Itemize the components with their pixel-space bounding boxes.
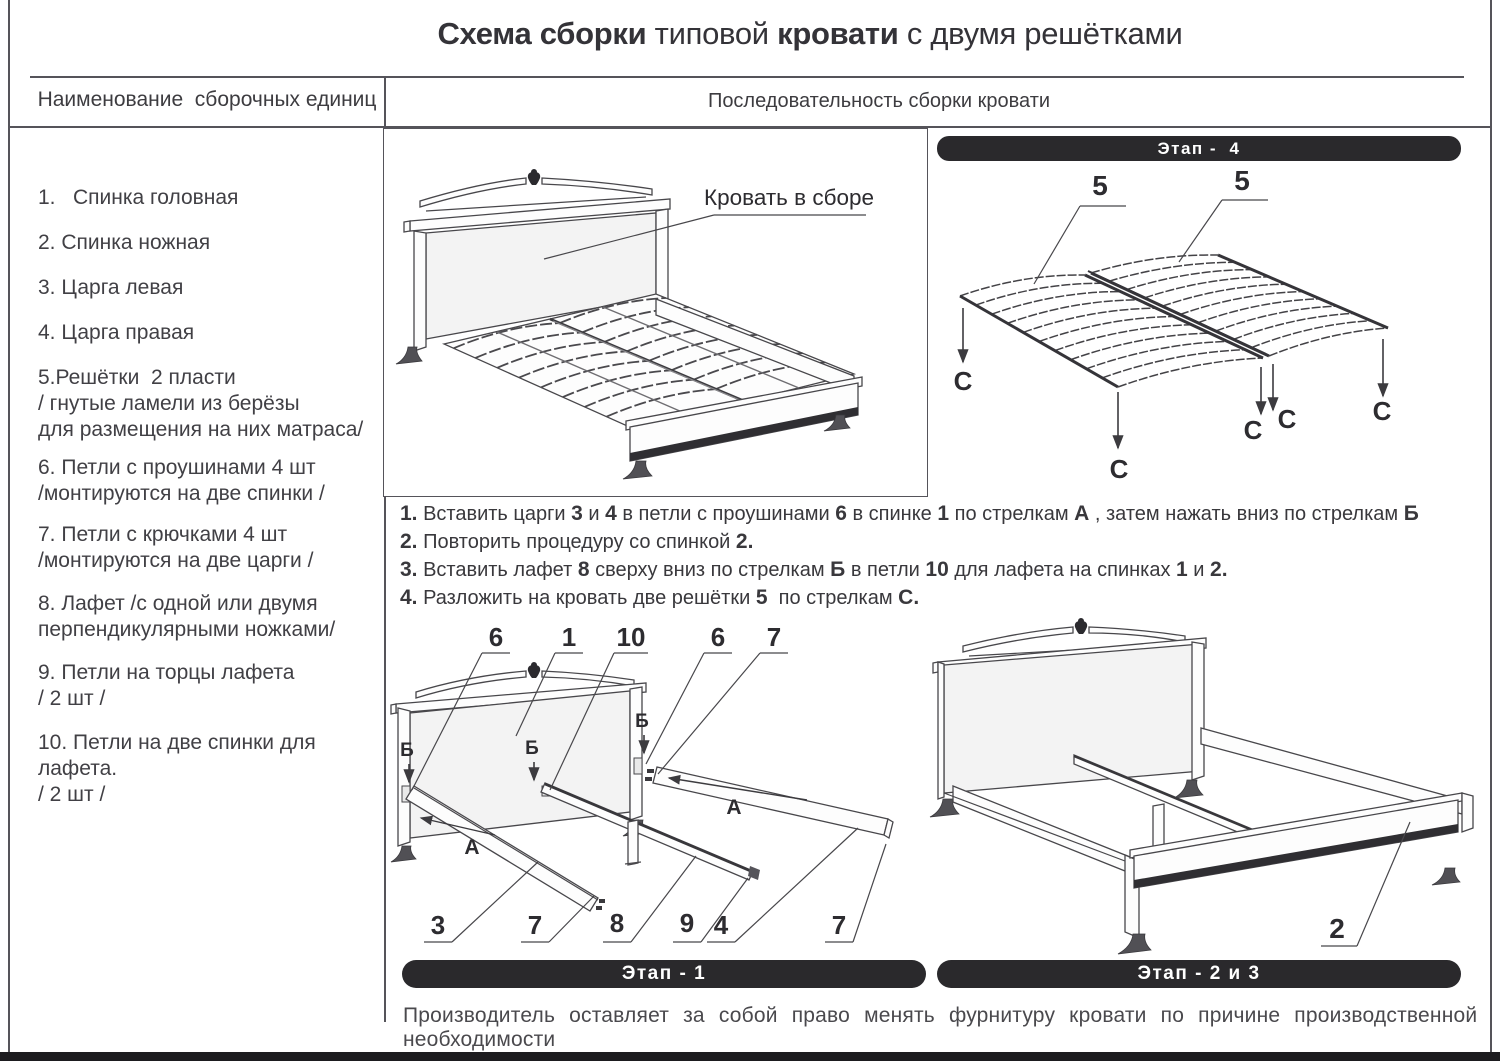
hook xyxy=(647,769,654,773)
tsarga-right xyxy=(645,767,893,838)
bed-foot xyxy=(623,461,652,479)
part-label-7: 7 xyxy=(766,622,782,652)
arrow-letter-b: Б xyxy=(635,711,649,732)
list-item: 9. Петли на торцы лафета / 2 шт / xyxy=(38,661,295,710)
grid-rail xyxy=(1091,273,1269,356)
bottom-bar xyxy=(0,1052,1500,1061)
grid-rail xyxy=(1085,275,1263,358)
list-item: 10. Петли на две спинки для лафета. / 2 шт / xyxy=(38,731,322,806)
arrow-letter-b: Б xyxy=(525,738,539,759)
stage-2-3-diagram xyxy=(933,616,1500,960)
list-item: 4. Царга правая xyxy=(38,321,195,344)
assembly-instructions xyxy=(400,500,1498,612)
left-panel-header: Наименование сборочных единиц xyxy=(37,88,377,111)
arrow-letters-c xyxy=(963,308,1383,448)
part-label-9: 9 xyxy=(679,908,695,938)
part-label-6: 6 xyxy=(710,622,726,652)
right-panel-header: Последовательность сборки кровати xyxy=(707,90,1051,112)
list-item: 2. Спинка ножная xyxy=(38,231,211,254)
assembled-bed-caption: Кровать в сборе xyxy=(703,185,875,210)
headboard-ornament-icon xyxy=(1075,618,1087,634)
list-item: 3. Царга левая xyxy=(38,276,184,299)
headboard-ornament-icon xyxy=(528,662,540,678)
arrow-letter-c: С xyxy=(1277,404,1297,434)
bed-foot xyxy=(1432,868,1460,885)
arrow-letter-b: Б xyxy=(400,740,414,761)
part-label-10: 10 xyxy=(616,622,646,652)
left-border xyxy=(8,0,10,1052)
part-label-6: 6 xyxy=(488,622,504,652)
assembled-bed-panel xyxy=(383,128,928,497)
instruction-line: 3. Вставить лафет 8 сверху вниз по стрелкам Б в петли 10 для лафета на спинках 1 и 2. xyxy=(400,558,1228,581)
hook xyxy=(599,899,605,903)
bed-foot xyxy=(391,846,416,862)
grid-rail xyxy=(960,296,1118,387)
title-underline xyxy=(30,76,1464,78)
hook xyxy=(596,906,602,910)
arrow-letter-c: С xyxy=(953,366,973,396)
stage-4-badge: Этап - 4 xyxy=(937,136,1461,161)
grid-rail xyxy=(1218,255,1388,328)
list-item: 8. Лафет /с одной или двумя перпендикулярными ножками/ xyxy=(38,592,336,641)
part-label-1: 1 xyxy=(561,622,577,652)
stage-1-badge: Этап - 1 xyxy=(402,960,926,988)
stage-4-diagram xyxy=(930,162,1500,510)
manufacturer-note: Производитель оставляет за собой право менять фурнитуру кровати по причине производственной необходимости xyxy=(403,1004,1492,1051)
instruction-line: 4. Разложить на кровать две решётки 5 по стрелкам С. xyxy=(400,586,920,609)
part-label-7: 7 xyxy=(527,910,543,940)
part-label-3: 3 xyxy=(430,910,446,940)
letter-c-labels xyxy=(954,366,1392,484)
headboard xyxy=(391,662,648,862)
list-item: 7. Петли с крючками 4 шт /монтируются на две царги / xyxy=(38,523,314,572)
arrow-letter-a: А xyxy=(464,836,480,859)
arrow-letter-a: А xyxy=(726,796,742,819)
page-title: Схема сборки типовой кровати с двумя решётками xyxy=(437,16,1183,51)
part-label-5: 5 xyxy=(1234,165,1250,196)
hinge-right xyxy=(634,758,642,774)
instruction-line: 2. Повторить процедуру со спинкой 2. xyxy=(400,530,754,553)
part-label-2: 2 xyxy=(1329,913,1345,944)
headboard xyxy=(930,618,1206,817)
hook xyxy=(645,777,652,781)
bed-foot xyxy=(1174,780,1203,798)
stage-2-3-badge: Этап - 2 и 3 xyxy=(937,960,1461,988)
list-item: 5.Решётки 2 пласти / гнутые ламели из берёзы для размещения на них матраса/ xyxy=(38,366,364,441)
bed-foot xyxy=(1118,934,1151,954)
list-item: 6. Петли с проушинами 4 шт /монтируются на две спинки / xyxy=(38,456,325,505)
part-label-4: 4 xyxy=(713,910,729,940)
stage-1-diagram xyxy=(388,616,932,960)
part-label-8: 8 xyxy=(609,908,625,938)
list-item: 1. Спинка головная xyxy=(38,186,239,209)
instruction-line: 1. Вставить царги 3 и 4 в петли с проушинами 6 в спинке 1 по стрелкам А , затем нажать вниз по стрелкам Б xyxy=(400,502,1419,525)
part-label-7: 7 xyxy=(831,910,847,940)
part-label-5: 5 xyxy=(1092,170,1108,201)
headboard-ornament-icon xyxy=(528,169,540,185)
arrow-letter-c: С xyxy=(1109,454,1129,484)
arrow-letter-c: С xyxy=(1372,396,1392,426)
assembled-bed-diagram xyxy=(384,129,927,495)
arrow-letter-c: С xyxy=(1243,415,1263,445)
stage4-part-labels xyxy=(1034,165,1268,284)
